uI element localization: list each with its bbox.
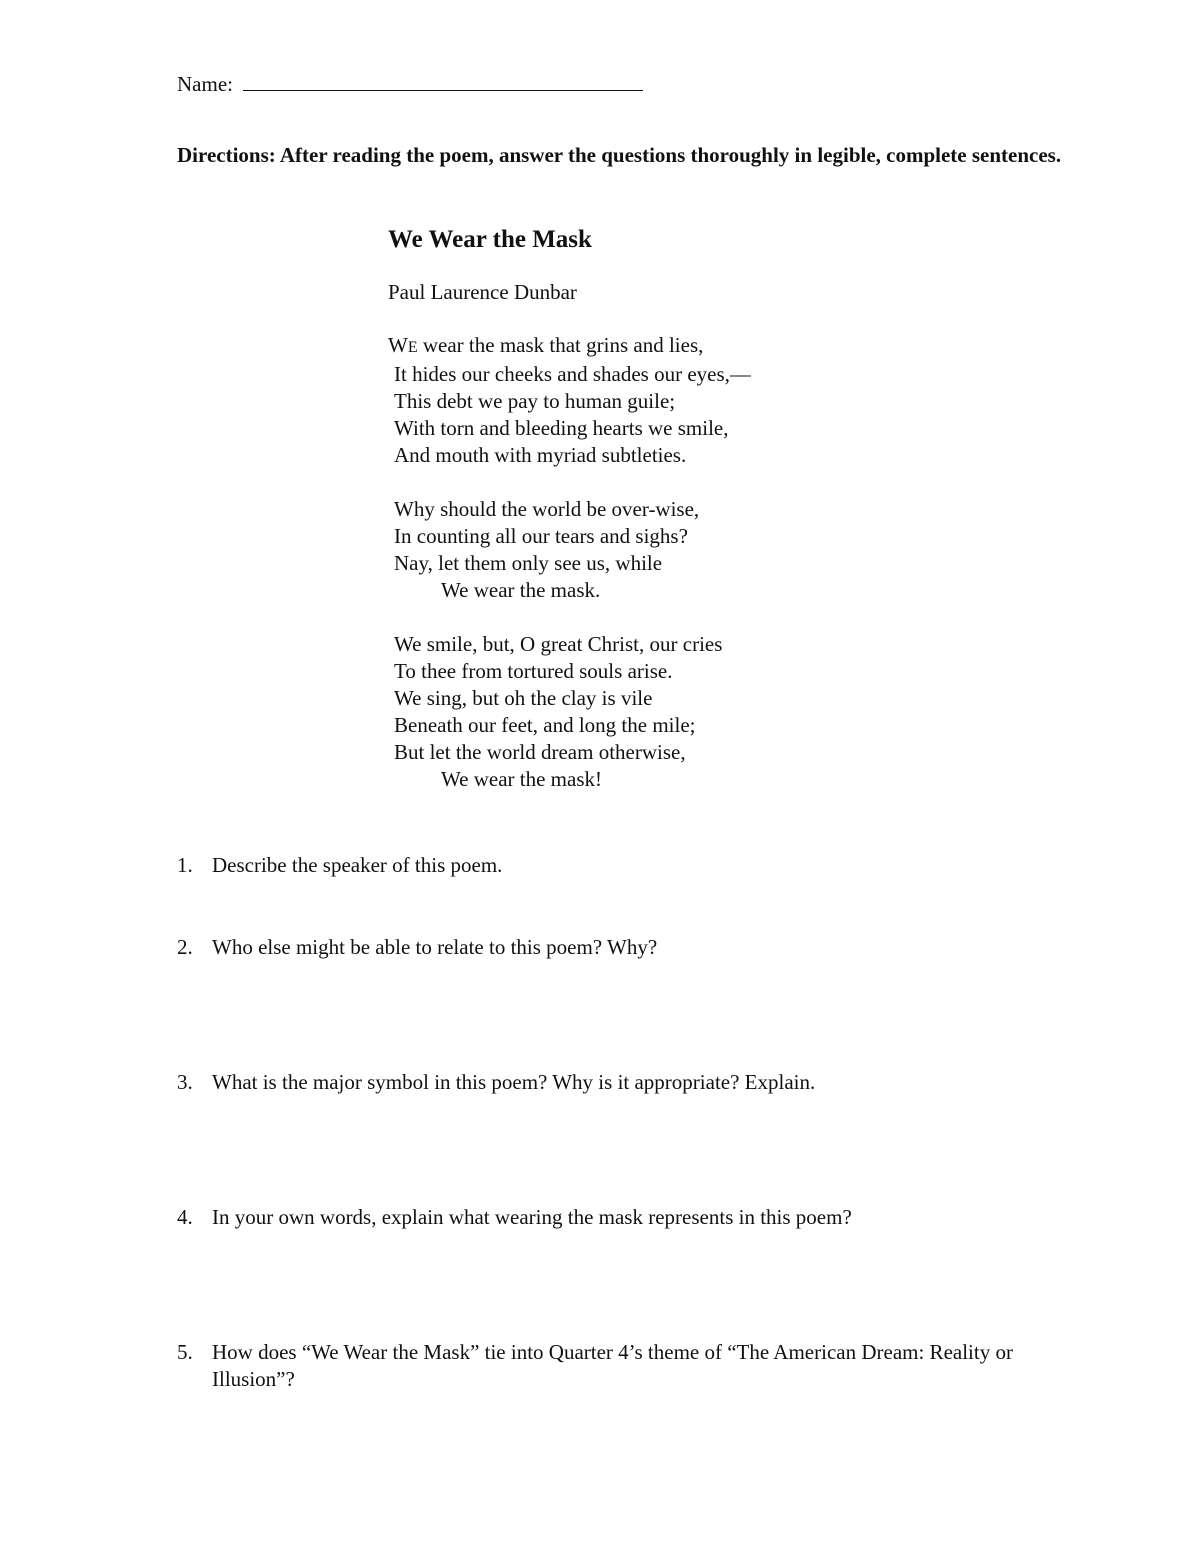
name-label: Name: xyxy=(177,72,233,96)
question-number: 4. xyxy=(177,1205,193,1229)
poem-line: This debt we pay to human guile; xyxy=(394,389,676,413)
poem-line: We sing, but oh the clay is vile xyxy=(394,686,653,710)
question-text: What is the major symbol in this poem? Why is it appropriate? Explain. xyxy=(212,1070,816,1094)
poem-line: Nay, let them only see us, while xyxy=(394,551,663,575)
poem-title: We Wear the Mask xyxy=(388,226,592,253)
question-3 xyxy=(177,1069,1057,1096)
poem-line: In counting all our tears and sighs? xyxy=(394,524,688,548)
question-number: 1. xyxy=(177,853,193,877)
poem-stanza-3 xyxy=(388,631,988,793)
name-blank-line[interactable] xyxy=(243,72,643,91)
question-2 xyxy=(177,934,1057,961)
question-5 xyxy=(177,1339,1057,1393)
drop-initial: W xyxy=(388,333,408,357)
poem-refrain: We wear the mask! xyxy=(441,767,602,791)
poem-line: We smile, but, O great Christ, our cries xyxy=(394,632,723,656)
question-number: 5. xyxy=(177,1340,193,1364)
poem-line: Why should the world be over-wise, xyxy=(394,497,700,521)
poem-line: With torn and bleeding hearts we smile, xyxy=(394,416,729,440)
question-text: Who else might be able to relate to this poem? Why? xyxy=(212,935,658,959)
poem-stanza-2 xyxy=(388,496,988,604)
poem-refrain: We wear the mask. xyxy=(441,578,601,602)
poem-line: But let the world dream otherwise, xyxy=(394,740,686,764)
poem-line xyxy=(388,332,988,361)
poem-line: And mouth with myriad subtleties. xyxy=(394,443,687,467)
question-number: 2. xyxy=(177,935,193,959)
question-text: How does “We Wear the Mask” tie into Quarter 4’s theme of “The American Dream: Reality or Illusion”? xyxy=(212,1340,1013,1391)
poem-line: It hides our cheeks and shades our eyes,— xyxy=(394,362,751,386)
question-text: In your own words, explain what wearing the mask represents in this poem? xyxy=(212,1205,852,1229)
small-caps-letters: E xyxy=(407,339,418,356)
question-number: 3. xyxy=(177,1070,193,1094)
directions-text: Directions: After reading the poem, answer the questions thoroughly in legible, complete sentences. xyxy=(177,143,1062,167)
question-text: Describe the speaker of this poem. xyxy=(212,853,503,877)
question-1 xyxy=(177,852,1057,879)
question-4 xyxy=(177,1204,1057,1231)
poem-line: Beneath our feet, and long the mile; xyxy=(394,713,696,737)
poem-stanza-1 xyxy=(388,332,988,469)
first-line-rest: wear the mask that grins and lies, xyxy=(417,333,704,357)
poem-author: Paul Laurence Dunbar xyxy=(388,280,577,304)
poem-line: To thee from tortured souls arise. xyxy=(394,659,673,683)
name-line xyxy=(177,70,643,98)
poem xyxy=(388,224,988,820)
